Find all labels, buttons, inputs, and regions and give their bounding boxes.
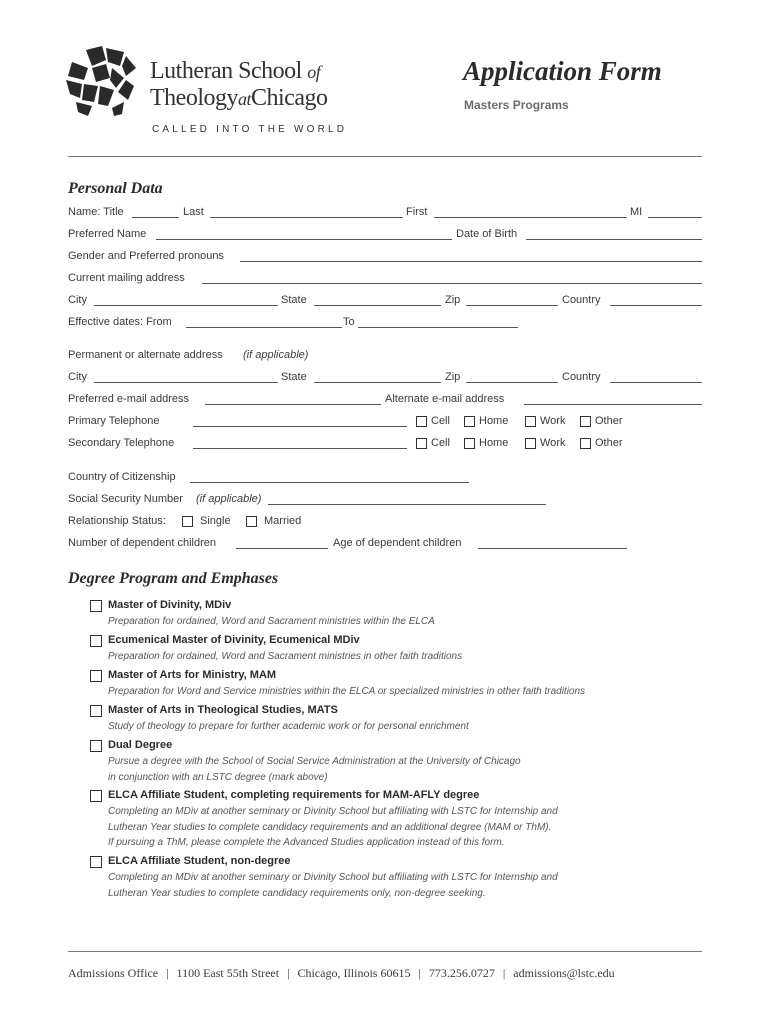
pronouns-row (68, 250, 702, 266)
country-label: Country (562, 294, 601, 306)
footer-city: Chicago, Illinois 60615 (297, 966, 411, 980)
ssn-field[interactable] (268, 504, 546, 505)
secondary-phone-row (68, 437, 702, 453)
footer-separator: | (166, 966, 169, 980)
secondary-phone-field[interactable] (193, 448, 407, 449)
citizenship-row (68, 471, 702, 487)
form-subtitle: Masters Programs (464, 98, 569, 112)
married-checkbox[interactable] (246, 516, 257, 527)
school-name-theology: Theology (150, 85, 238, 111)
school-name (150, 58, 327, 112)
footer-separator: | (502, 966, 506, 980)
perm-zip-field[interactable] (466, 382, 558, 383)
program-dual-degree-desc-line: Pursue a degree with the School of Social Service Administration at the University of Chicago (108, 756, 521, 767)
city-field[interactable] (94, 305, 278, 306)
secondary-cell-label: Cell (431, 437, 450, 449)
pronouns-field[interactable] (240, 261, 702, 262)
country-field[interactable] (610, 305, 702, 306)
relationship-row (68, 515, 702, 531)
program-mdiv-name: Master of Divinity, MDiv (108, 599, 232, 611)
mailing-field[interactable] (202, 283, 702, 284)
primary-phone-label: Primary Telephone (68, 415, 160, 427)
state-label: State (281, 294, 307, 306)
alt-email-field[interactable] (524, 404, 702, 405)
effective-from-field[interactable] (186, 327, 342, 328)
primary-work-label: Work (540, 415, 566, 427)
perm-city-field[interactable] (94, 382, 278, 383)
last-name-label: Last (183, 206, 204, 218)
program-elca-affiliate-non-degree-desc-line: Lutheran Year studies to complete candidacy requirements only, non-degree seeking. (108, 887, 486, 899)
footer-phone: 773.256.0727 (428, 966, 495, 980)
permanent-address-row (68, 349, 702, 365)
footer-email-link[interactable]: admissions@lstc.edu (513, 966, 615, 980)
mailing-label: Current mailing address (68, 272, 185, 284)
footer-separator: | (418, 966, 421, 980)
mi-label: MI (630, 206, 643, 218)
program-mam-checkbox[interactable] (90, 670, 102, 682)
single-checkbox[interactable] (182, 516, 193, 527)
ssn-row (68, 493, 702, 509)
primary-phone-row (68, 415, 702, 431)
footer-office: Admissions Office (68, 966, 159, 980)
program-elca-affiliate-mam-afly-description (108, 804, 558, 851)
degree-program-heading: Degree Program and Emphases (68, 570, 279, 587)
mi-field[interactable] (648, 217, 702, 218)
program-elca-affiliate-mam-afly-checkbox[interactable] (90, 790, 102, 802)
dependents-age-label: Age of dependent children (333, 537, 462, 549)
single-label: Single (200, 515, 231, 527)
perm-zip-label: Zip (445, 371, 461, 383)
primary-home-checkbox[interactable] (464, 416, 475, 427)
lstc-logo-icon (66, 46, 138, 116)
primary-home-label: Home (479, 415, 509, 427)
school-name-chicago: Chicago (251, 85, 328, 111)
secondary-other-label: Other (595, 437, 623, 449)
primary-cell-checkbox[interactable] (416, 416, 427, 427)
program-mam-name: Master of Arts for Ministry, MAM (108, 669, 277, 681)
primary-work-checkbox[interactable] (525, 416, 536, 427)
alt-email-label: Alternate e-mail address (385, 393, 505, 405)
effective-from-label: Effective dates: From (68, 316, 172, 328)
zip-field[interactable] (466, 305, 558, 306)
last-name-field[interactable] (210, 217, 403, 218)
program-mats-name: Master of Arts in Theological Studies, MATS (108, 704, 338, 716)
program-ecumenical-mdiv-description (108, 649, 462, 665)
footer-address: 1100 East 55th Street (176, 966, 280, 980)
program-mats-checkbox[interactable] (90, 705, 102, 717)
program-mam-description (108, 684, 585, 700)
city-row (68, 294, 702, 310)
school-name-line1: Lutheran School (150, 58, 302, 84)
program-elca-affiliate-mam-afly-desc-line: Completing an MDiv at another seminary or Divinity School but affiliating with LSTC for Internship and (108, 806, 558, 817)
name-title-label: Name: Title (68, 206, 124, 218)
program-elca-affiliate-non-degree-description (108, 870, 558, 901)
dob-label: Date of Birth (456, 228, 518, 240)
primary-other-label: Other (595, 415, 623, 427)
primary-cell-label: Cell (431, 415, 450, 427)
program-dual-degree-description (108, 754, 521, 785)
program-dual-degree-checkbox[interactable] (90, 740, 102, 752)
program-dual-degree-name: Dual Degree (108, 739, 173, 751)
dependents-field[interactable] (236, 548, 328, 549)
citizenship-label: Country of Citizenship (68, 471, 176, 483)
permanent-address-label: Permanent or alternate address (68, 349, 223, 361)
dependents-label: Number of dependent children (68, 537, 216, 549)
tagline: CALLED INTO THE WORLD (152, 124, 348, 135)
name-row (68, 206, 702, 222)
dob-field[interactable] (526, 239, 702, 240)
program-elca-affiliate-non-degree-desc-line: Completing an MDiv at another seminary or Divinity School but affiliating with LSTC for Internship and (108, 872, 558, 883)
program-dual-degree-desc-line: in conjunction with an LSTC degree (mark above) (108, 771, 328, 783)
secondary-home-checkbox[interactable] (464, 438, 475, 449)
married-label: Married (264, 515, 302, 527)
citizenship-field[interactable] (190, 482, 469, 483)
preferred-name-label: Preferred Name (68, 228, 147, 240)
form-title: Application Form (463, 56, 662, 86)
school-name-of: of (307, 62, 321, 82)
pronouns-label: Gender and Preferred pronouns (68, 250, 224, 262)
email-field[interactable] (205, 404, 381, 405)
school-name-at: at (237, 89, 251, 109)
ssn-if-applicable: (if applicable) (196, 493, 262, 505)
mailing-row (68, 272, 702, 288)
title-field[interactable] (132, 217, 179, 218)
header-divider (68, 156, 702, 157)
program-mdiv-checkbox[interactable] (90, 600, 102, 612)
preferred-name-row (68, 228, 702, 244)
dependents-row (68, 537, 702, 553)
preferred-name-field[interactable] (156, 239, 452, 240)
first-name-field[interactable] (434, 217, 627, 218)
footer-contact (68, 966, 615, 981)
first-name-label: First (406, 206, 428, 218)
program-elca-affiliate-non-degree-name: ELCA Affiliate Student, non-degree (108, 855, 291, 867)
relationship-label: Relationship Status: (68, 515, 166, 527)
ssn-label: Social Security Number (68, 493, 183, 505)
perm-state-label: State (281, 371, 307, 383)
city-label: City (68, 294, 87, 306)
program-mdiv-description (108, 614, 435, 630)
program-mats-description (108, 719, 469, 735)
effective-to-field[interactable] (358, 327, 518, 328)
footer-divider (68, 951, 702, 952)
program-ecumenical-mdiv-name: Ecumenical Master of Divinity, Ecumenical MDiv (108, 634, 360, 646)
permanent-if-applicable: (if applicable) (243, 349, 309, 361)
program-ecumenical-mdiv-desc-line: Preparation for ordained, Word and Sacrament ministries in other faith traditions (108, 651, 463, 662)
program-elca-affiliate-mam-afly-desc-line: If pursuing a ThM, please complete the Advanced Studies application instead of this form. (108, 837, 505, 848)
personal-data-heading: Personal Data (68, 180, 163, 197)
perm-country-label: Country (562, 371, 601, 383)
primary-other-checkbox[interactable] (580, 416, 591, 427)
program-ecumenical-mdiv-checkbox[interactable] (90, 635, 102, 647)
program-elca-affiliate-non-degree-checkbox[interactable] (90, 856, 102, 868)
perm-city-row (68, 371, 702, 387)
perm-city-label: City (68, 371, 87, 383)
program-mats-desc-line: Study of theology to prepare for further academic work or for personal enrichment (108, 721, 469, 732)
secondary-phone-label: Secondary Telephone (68, 437, 175, 449)
state-field[interactable] (314, 305, 441, 306)
secondary-work-checkbox[interactable] (525, 438, 536, 449)
secondary-work-label: Work (540, 437, 566, 449)
zip-label: Zip (445, 294, 461, 306)
email-label: Preferred e-mail address (68, 393, 190, 405)
secondary-cell-checkbox[interactable] (416, 438, 427, 449)
program-elca-affiliate-mam-afly-desc-line: Lutheran Year studies to complete candidacy requirements and an additional degree (MAM or ThM). (108, 821, 552, 833)
email-row (68, 393, 702, 409)
program-elca-affiliate-mam-afly-name: ELCA Affiliate Student, completing requirements for MAM-AFLY degree (108, 789, 480, 801)
program-mdiv-desc-line: Preparation for ordained, Word and Sacrament ministries within the ELCA (108, 616, 435, 627)
effective-dates-row (68, 316, 702, 332)
perm-country-field[interactable] (610, 382, 702, 383)
perm-state-field[interactable] (314, 382, 441, 383)
primary-phone-field[interactable] (193, 426, 407, 427)
secondary-home-label: Home (479, 437, 509, 449)
secondary-other-checkbox[interactable] (580, 438, 591, 449)
program-mam-desc-line: Preparation for Word and Service ministries within the ELCA or specialized ministries in other faith traditions (108, 686, 586, 697)
dependents-age-field[interactable] (478, 548, 627, 549)
effective-to-label: To (343, 316, 355, 328)
footer-separator: | (287, 966, 290, 980)
